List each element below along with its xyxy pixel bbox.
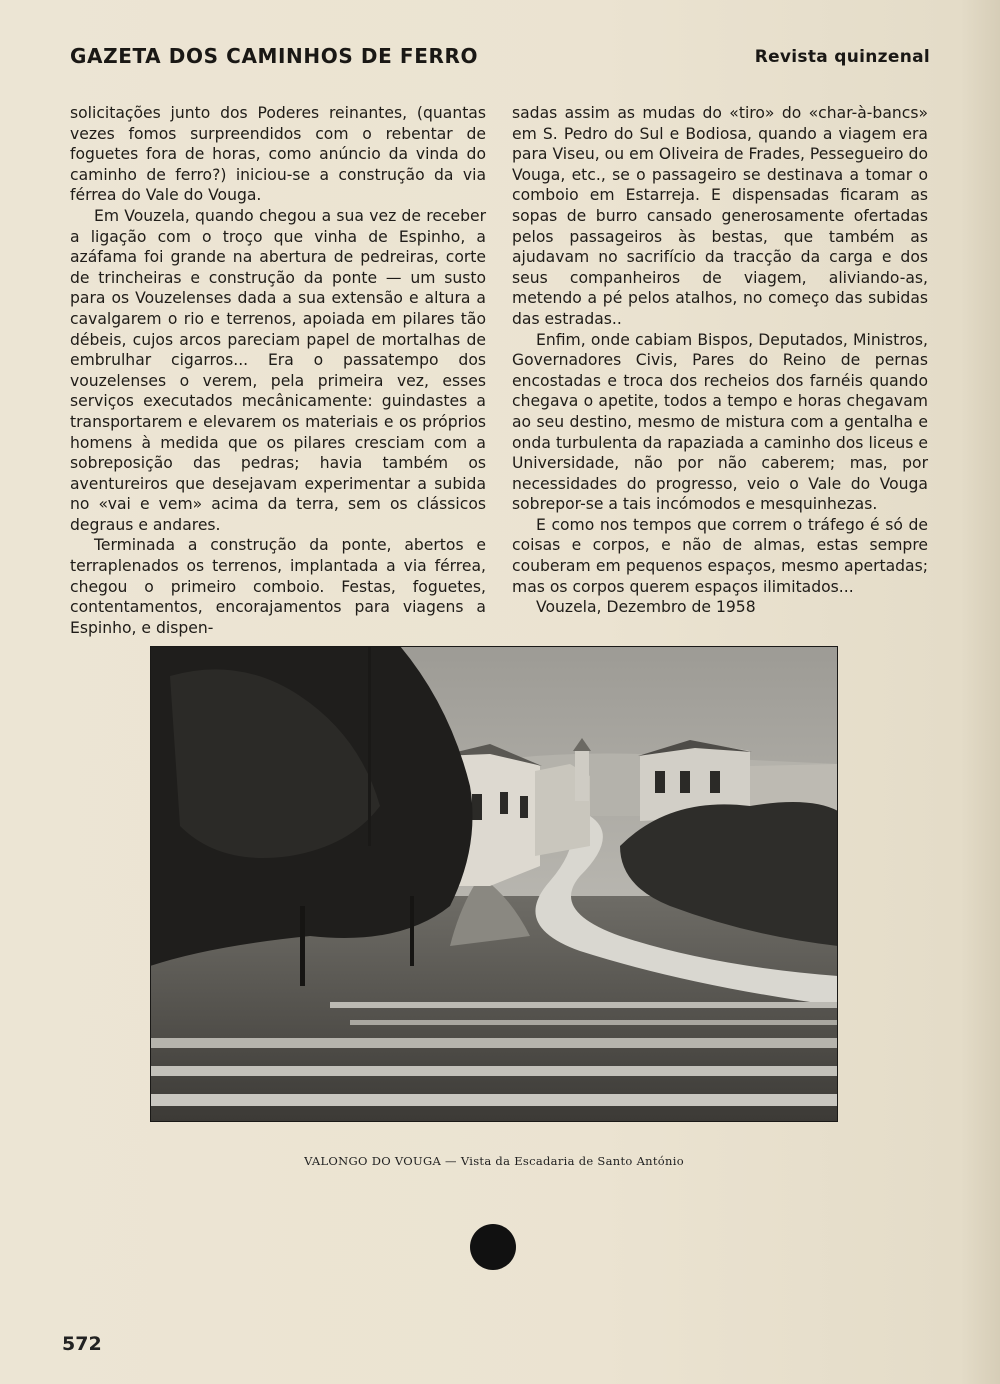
photo-illustration xyxy=(150,646,838,1122)
paragraph: solicitações junto dos Poderes reinantes, (quantas vezes fomos surpreendidos com o rebentar de foguetes fora de horas, como anúncio da vinda do caminho de ferro?) iniciou-se a construção da via férrea do Vale do Vouga. xyxy=(70,104,486,205)
decorative-dot-icon xyxy=(470,1224,516,1270)
left-text-column xyxy=(70,103,486,638)
paragraph: Em Vouzela, quando chegou a sua vez de receber a ligação com o troço que vinha de Espinho, a azáfama foi grande na abertura de pedreiras, corte de trincheiras e construção da ponte — um susto para os Vouzelenses dada a sua extensão e altura a cavalgarem o rio e terrenos, apoiada em pilares tão débeis, cujos arcos pareciam papel de mortalhas de embrulhar cigarros... Era o passatempo dos vouzelenses o verem, pela primeira vez, esses serviços executados mecânicamente: guindastes a transportarem e elevarem os materiais e os próprios homens à medida que os pilares cresciam com a sobreposição das pedras; havia também os aventureiros que desejavam experimentar a subida no «vai e vem» acima da terra, sem os clássicos degraus e andares. xyxy=(70,206,486,534)
photo-caption: VALONGO DO VOUGA — Vista da Escadaria de Santo António xyxy=(304,1154,684,1168)
publication-title: GAZETA DOS CAMINHOS DE FERRO xyxy=(70,44,479,68)
paragraph: sadas assim as mudas do «tiro» do «char-à-bancs» em S. Pedro do Sul e Bodiosa, quando a viagem era para Viseu, ou em Oliveira de Frades, Pessegueiro do Vouga, etc., se o passageiro se destinava a tomar o comboio em Estarreja. E dispensadas ficaram as sopas de burro cansado generosamente ofertadas pelos passageiros às bestas, que também as ajudavam no sacrifício da tracção da carga e dos seus companheiros de viagem, aliviando-as, metendo a pé pelos atalhos, no começo das subidas das estradas.. xyxy=(512,104,928,328)
paragraph: Enfim, onde cabiam Bispos, Deputados, Ministros, Governadores Civis, Pares do Reino de pernas encostadas e troca dos recheios dos farnéis quando chegava o apetite, todos a tempo e horas chegavam ao seu destino, mesmo de mistura com a gentalha e onda turbulenta da rapaziada a caminho dos liceus e Universidade, não por não caberem; mas, por necessidades do progresso, veio o Vale do Vouga sobrepor-se a tais incómodos e mesquinhezas. xyxy=(512,330,928,514)
dateline: Vouzela, Dezembro de 1958 xyxy=(536,598,756,617)
right-text-column xyxy=(512,103,928,618)
publication-subtitle: Revista quinzenal xyxy=(754,47,930,67)
page-number: 572 xyxy=(62,1333,102,1355)
paragraph: E como nos tempos que correm o tráfego é só de coisas e corpos, e não de almas, estas sempre couberam em pequenos espaços, mesmo apertadas; mas os corpos querem espaços ilimitados... xyxy=(512,515,928,596)
paragraph: Terminada a construção da ponte, abertos e terraplenados os terrenos, implantada a via férrea, chegou o primeiro comboio. Festas, foguetes, contentamentos, encorajamentos para viagens a Espinho, e dispen- xyxy=(70,536,486,637)
street-photograph xyxy=(150,646,838,1122)
